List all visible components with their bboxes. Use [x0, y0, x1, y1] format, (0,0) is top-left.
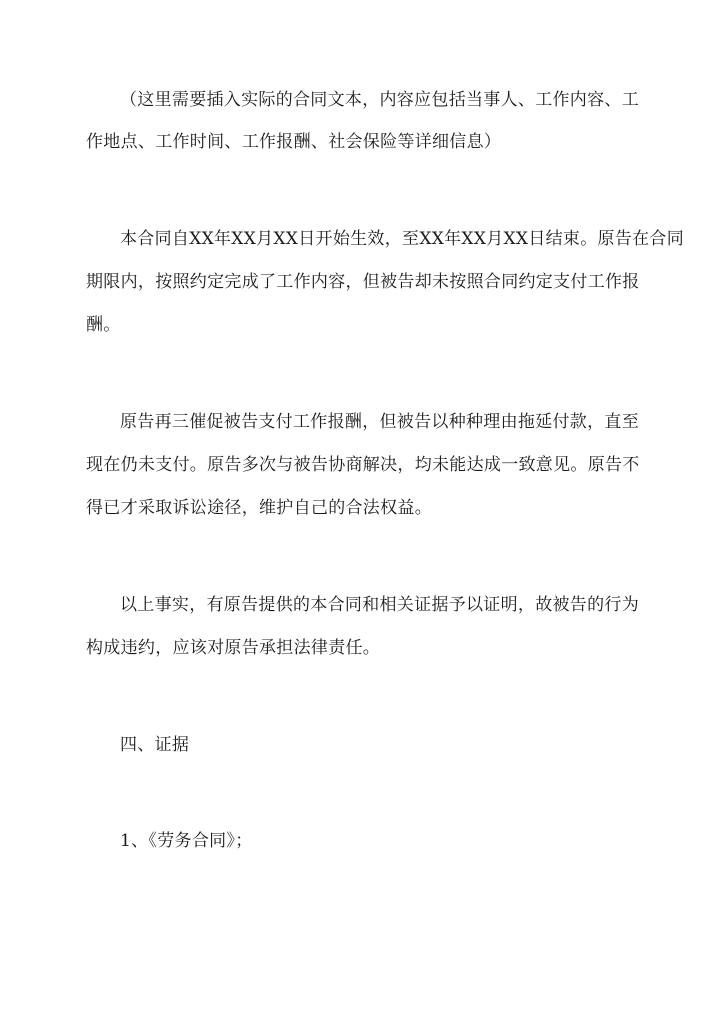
paragraph-2-line-3: 酬。 — [86, 315, 121, 335]
paragraph-2-line-1: 本合同自XX年XX月XX日开始生效，至XX年XX月XX日结束。原告在合同 — [120, 229, 685, 249]
paragraph-2-line-2: 期限内，按照约定完成了工作内容，但被告却未按照合同约定支付工作报 — [86, 272, 640, 292]
paragraph-4-line-1: 以上事实，有原告提供的本合同和相关证据予以证明，故被告的行为 — [120, 595, 639, 615]
paragraph-3-line-3: 得已才采取诉讼途径，维护自己的合法权益。 — [86, 498, 432, 518]
paragraph-1-line-1: （这里需要插入实际的合同文本，内容应包括当事人、工作内容、工 — [120, 90, 639, 110]
paragraph-3-line-2: 现在仍未支付。原告多次与被告协商解决，均未能达成一致意见。原告不 — [86, 455, 640, 475]
evidence-item-1: 1、《劳务合同》； — [120, 831, 253, 851]
paragraph-4-line-2: 构成违约，应该对原告承担法律责任。 — [86, 638, 381, 658]
paragraph-1-line-2: 作地点、工作时间、工作报酬、社会保险等详细信息） — [86, 132, 502, 152]
section-heading-evidence: 四、证据 — [120, 735, 190, 755]
paragraph-3-line-1: 原告再三催促被告支付工作报酬，但被告以种种理由拖延付款，直至 — [120, 412, 639, 432]
